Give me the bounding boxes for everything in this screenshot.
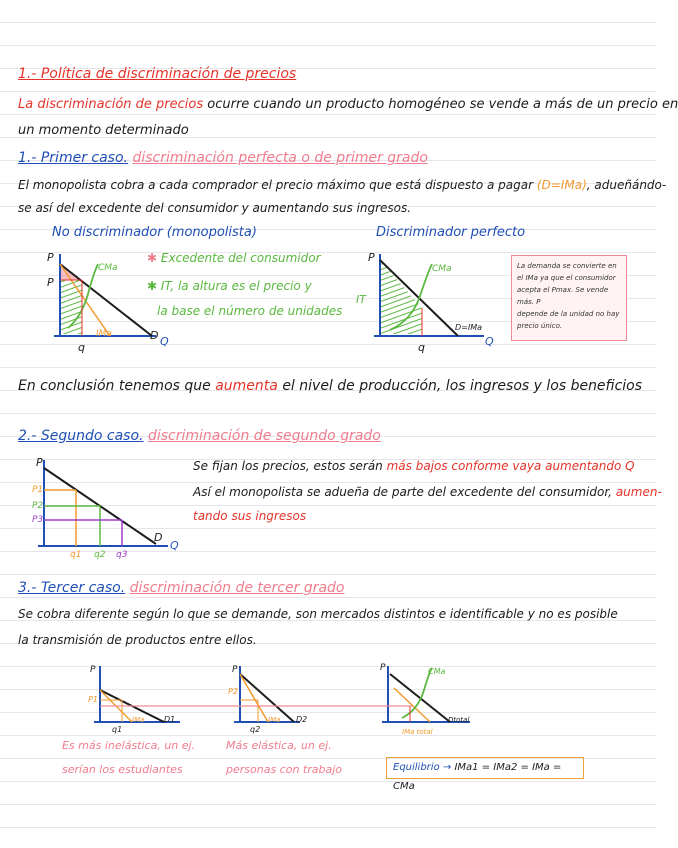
g1-cma-label: CMa bbox=[98, 263, 118, 273]
first-case-label: 1.- Primer caso. bbox=[18, 150, 128, 166]
g3b-q2-label: q2 bbox=[250, 725, 261, 734]
s2-p3-label: P3 bbox=[32, 515, 44, 525]
third-degree-graphs bbox=[0, 660, 656, 740]
note-line: depende de la unidad no hay bbox=[517, 310, 620, 318]
graph-no-disc-title: No discriminador (monopolista) bbox=[52, 225, 257, 240]
g1-ima-label: IMa bbox=[96, 329, 112, 339]
g3c-p-label: P bbox=[380, 663, 386, 673]
caption-inelastic-2: serían los estudiantes bbox=[62, 763, 183, 776]
g2-q-mark: q bbox=[418, 341, 425, 354]
legend-total-revenue-cont: la base el número de unidades bbox=[157, 304, 343, 318]
equilibrium-label: Equilibrio bbox=[393, 762, 440, 773]
heading-number: 1.- Política de discriminación de precios bbox=[18, 66, 297, 82]
second-case-heading bbox=[18, 428, 381, 444]
g3c-ima-label: IMa total bbox=[402, 728, 433, 736]
g1-p-axis-label: P bbox=[47, 251, 54, 264]
note-line: el IMa ya que el consumidor bbox=[517, 274, 616, 282]
s2-line-2-text: Así el monopolista se adueña de parte del excedente del consumidor, bbox=[193, 485, 612, 499]
first-case-heading bbox=[18, 150, 428, 166]
second-case-title: discriminación de segundo grado bbox=[147, 428, 381, 444]
g3c-cma-label: CMa bbox=[428, 667, 446, 676]
g3b-mr-line bbox=[240, 674, 268, 722]
section-heading bbox=[18, 66, 296, 82]
s2-p1-label: P1 bbox=[32, 485, 44, 495]
g3b-ima-label: IMa bbox=[268, 716, 281, 724]
g3a-ima-label: IMa bbox=[132, 716, 145, 724]
legend-total-revenue bbox=[147, 278, 312, 294]
third-case-title: discriminación de tercer grado bbox=[129, 580, 345, 596]
s2-p2-label: P2 bbox=[32, 501, 44, 511]
legend-hatch-icon-2: ✱ bbox=[147, 279, 158, 293]
g3c-d-label: Dtotal bbox=[448, 716, 470, 724]
g1-d-label: D bbox=[150, 329, 159, 342]
g3b-d-label: D2 bbox=[296, 715, 308, 724]
second-case-label: 2.- Segundo caso. bbox=[18, 428, 144, 444]
first-case-title: discriminación perfecta o de primer grado bbox=[132, 150, 428, 166]
note-line: La demanda se convierte en bbox=[517, 262, 617, 270]
definition-text: ocurre cuando un producto homogéneo se vende a más de un precio en bbox=[207, 97, 678, 112]
g3c-mr-line bbox=[394, 688, 430, 722]
legend-consumer-surplus bbox=[147, 250, 321, 266]
third-case-heading bbox=[18, 580, 344, 596]
g2-p-axis-label: P bbox=[368, 251, 375, 264]
caption-inelastic-1: Es más inelástica, un ej. bbox=[62, 739, 196, 752]
g3b-p2-label: P2 bbox=[228, 687, 238, 696]
equilibrium-formula: IMa1 = IMa2 = IMa = CMa bbox=[393, 762, 562, 792]
first-case-body-1 bbox=[18, 177, 666, 193]
g3a-p1-label: P1 bbox=[88, 695, 98, 704]
first-case-text: El monopolista cobra a cada comprador el precio máximo que está dispuesto a pagar bbox=[18, 178, 534, 192]
s2-p-label: P bbox=[36, 456, 43, 469]
conclusion-line bbox=[18, 378, 642, 394]
s3-line-2: la transmisión de productos entre ellos. bbox=[18, 633, 257, 647]
g3a-p-label: P bbox=[90, 665, 96, 675]
s2-line-2-emphasis: aumen- bbox=[615, 485, 662, 499]
s2-q-label: Q bbox=[170, 539, 179, 552]
definition-term: La discriminación de precios bbox=[18, 97, 204, 112]
g3b-demand-line bbox=[240, 674, 294, 722]
g2-d-ima-text: D=IMa bbox=[455, 323, 483, 332]
legend-item-2-text: IT, la altura es el precio y bbox=[160, 279, 312, 293]
definition-line-2: un momento determinado bbox=[18, 123, 189, 138]
equilibrium-box bbox=[386, 757, 584, 792]
arrow-right-icon: → bbox=[442, 762, 452, 773]
s2-line-1-text: Se fijan los precios, estos serán bbox=[193, 459, 383, 473]
first-case-condition: (D=IMa) bbox=[536, 178, 587, 192]
note-line: acepta el Pmax. Se vende más. P bbox=[517, 286, 609, 306]
g2-it-label: IT bbox=[356, 293, 366, 306]
s2-q3-label: q3 bbox=[116, 550, 128, 560]
legend-hatch-icon: ✱ bbox=[147, 251, 158, 265]
s2-line-1-emphasis: más bajos conforme vaya aumentando Q bbox=[386, 459, 635, 473]
s2-q1-label: q1 bbox=[70, 550, 82, 560]
conclusion-emphasis: aumenta bbox=[215, 378, 278, 394]
g2-d-ima-label bbox=[455, 320, 482, 336]
s2-line-3: tando sus ingresos bbox=[193, 509, 307, 523]
g3a-d-label: D1 bbox=[164, 715, 176, 724]
g1-q-mark: q bbox=[78, 341, 85, 354]
s2-q2-label: q2 bbox=[94, 550, 106, 560]
graph-perfect-title: Discriminador perfecto bbox=[376, 225, 526, 240]
first-case-body-2: se así del excedente del consumidor y aumentando sus ingresos. bbox=[18, 201, 412, 215]
s2-d-label: D bbox=[154, 531, 163, 544]
caption-elastic-2: personas con trabajo bbox=[226, 763, 343, 776]
s2-line-1 bbox=[193, 458, 635, 474]
s3-line-1: Se cobra diferente según lo que se demande, son mercados distintos e identificable y no es posible bbox=[18, 607, 618, 621]
g2-cma-label: CMa bbox=[432, 264, 452, 274]
caption-elastic-1: Más elástica, un ej. bbox=[226, 739, 332, 752]
g3b-p-label: P bbox=[232, 665, 238, 675]
g3a-q1-label: q1 bbox=[112, 725, 123, 734]
legend-item-1-text: Excedente del consumidor bbox=[160, 251, 321, 265]
demand-note-box bbox=[511, 255, 627, 341]
conclusion-text-a: En conclusión tenemos que bbox=[18, 378, 211, 394]
first-case-text-end: , adueñándo- bbox=[586, 178, 667, 192]
note-line: precio único. bbox=[517, 322, 563, 330]
conclusion-text-c: el nivel de producción, los ingresos y los beneficios bbox=[282, 378, 643, 394]
g1-q-axis-label: Q bbox=[160, 335, 169, 348]
definition-line-1 bbox=[18, 97, 678, 113]
g2-q-axis-label: Q bbox=[485, 335, 494, 348]
g1-p-mark: P bbox=[47, 276, 54, 289]
s2-line-2 bbox=[193, 484, 662, 500]
third-case-label: 3.- Tercer caso. bbox=[18, 580, 126, 596]
